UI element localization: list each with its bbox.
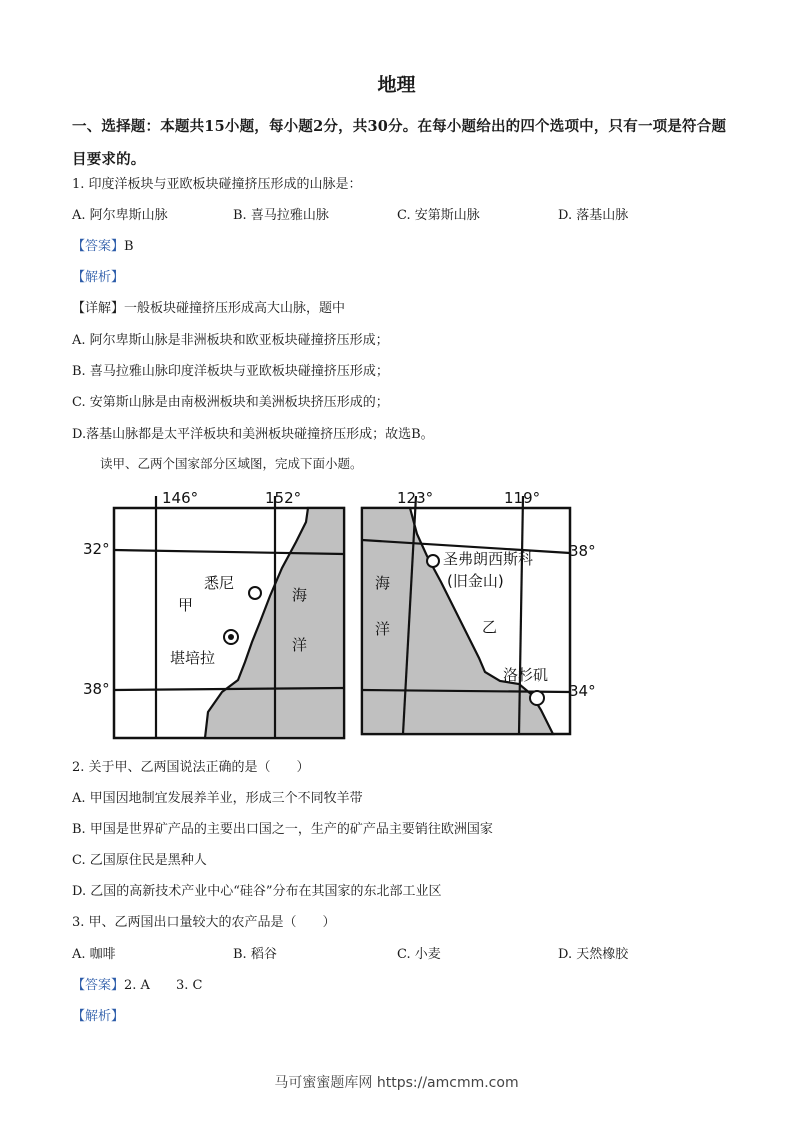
answer-value-2: 2. A 3. C — [124, 978, 203, 993]
q2-option-c: C. 乙国原住民是黑种人 — [72, 853, 207, 868]
q2-q3-answer — [72, 974, 202, 993]
map-yi — [355, 484, 610, 744]
map-jia — [80, 484, 355, 744]
lat-32-label: 32° — [83, 540, 110, 558]
q1-analysis-tag: 【解析】 — [72, 270, 125, 285]
lon-152-label: 152° — [265, 489, 302, 507]
answer-value: B — [124, 239, 134, 254]
q3-option-a: A. 咖啡 — [72, 947, 116, 962]
country-yi-label: 乙 — [482, 618, 498, 636]
page-title: 地理 — [377, 74, 416, 96]
q2-option-d: D. 乙国的高新技术产业中心“硅谷”分布在其国家的东北部工业区 — [72, 884, 442, 899]
lon-123-label: 123° — [397, 489, 434, 507]
map-intro: 读甲、乙两个国家部分区域图，完成下面小题。 — [100, 456, 363, 471]
q1-option-b: B. 喜马拉雅山脉 — [233, 208, 329, 223]
sea-label-right-2: 洋 — [375, 620, 391, 638]
city-sydney-label: 悉尼 — [204, 574, 235, 592]
q1-explanation-c: C. 安第斯山脉是由南极洲板块和美洲板块挤压形成的； — [72, 395, 389, 410]
q2-option-b: B. 甲国是世界矿产品的主要出口国之一，生产的矿产品主要销往欧洲国家 — [72, 822, 493, 837]
lon-146-label: 146° — [162, 489, 199, 507]
detail-tag: 【详解】 — [72, 301, 125, 316]
q3-option-d: D. 天然橡胶 — [558, 947, 629, 962]
q1-option-a: A. 阿尔卑斯山脉 — [72, 208, 168, 223]
city-san-francisco-alt-label: (旧金山) — [447, 572, 504, 590]
answer-tag: 【答案】 — [72, 239, 125, 254]
sea-label-2: 洋 — [292, 636, 308, 654]
city-san-francisco-label: 圣弗朗西斯科 — [443, 550, 534, 568]
q2-q3-analysis-tag: 【解析】 — [72, 1009, 125, 1024]
lat-38-label-right: 38° — [569, 542, 596, 560]
city-canberra-label: 堪培拉 — [170, 649, 216, 667]
page-footer: 马可蜜蜜题库网 https://amcmm.com — [274, 1075, 519, 1091]
lat-38-label: 38° — [83, 680, 110, 698]
q1-explanation-d: D.落基山脉都是太平洋板块和美洲板块碰撞挤压形成；故选B。 — [72, 427, 434, 442]
q1-detail — [72, 297, 345, 316]
q2-option-a: A. 甲国因地制宜发展养羊业，形成三个不同牧羊带 — [72, 791, 363, 806]
question-3-stem: 3. 甲、乙两国出口量较大的农产品是（ ） — [72, 915, 336, 930]
q1-answer — [72, 235, 134, 254]
question-1-stem: 1. 印度洋板块与亚欧板块碰撞挤压形成的山脉是： — [72, 177, 362, 192]
q1-option-d: D. 落基山脉 — [558, 208, 629, 223]
q3-option-c: C. 小麦 — [397, 947, 441, 962]
country-jia-label: 甲 — [178, 596, 194, 614]
section-heading: 一、选择题：本题共15小题，每小题2分，共30分。在每小题给出的四个选项中，只有一项是符合题目要求的。 — [72, 118, 727, 168]
sea-label-1: 海 — [292, 586, 308, 604]
answer-tag-2: 【答案】 — [72, 978, 125, 993]
lat-34-label-right: 34° — [569, 682, 596, 700]
lon-119-label: 119° — [504, 489, 541, 507]
question-2-stem: 2. 关于甲、乙两国说法正确的是（ ） — [72, 760, 310, 775]
q1-option-c: C. 安第斯山脉 — [397, 208, 480, 223]
q1-explanation-a: A. 阿尔卑斯山脉是非洲板块和欧亚板块碰撞挤压形成； — [72, 333, 389, 348]
q3-option-b: B. 稻谷 — [233, 947, 277, 962]
sea-label-right-1: 海 — [375, 574, 391, 592]
city-los-angeles-label: 洛杉矶 — [503, 666, 549, 684]
q1-explanation-b: B. 喜马拉雅山脉印度洋板块与亚欧板块碰撞挤压形成； — [72, 364, 389, 379]
detail-text: 一般板块碰撞挤压形成高大山脉，题中 — [124, 301, 346, 316]
